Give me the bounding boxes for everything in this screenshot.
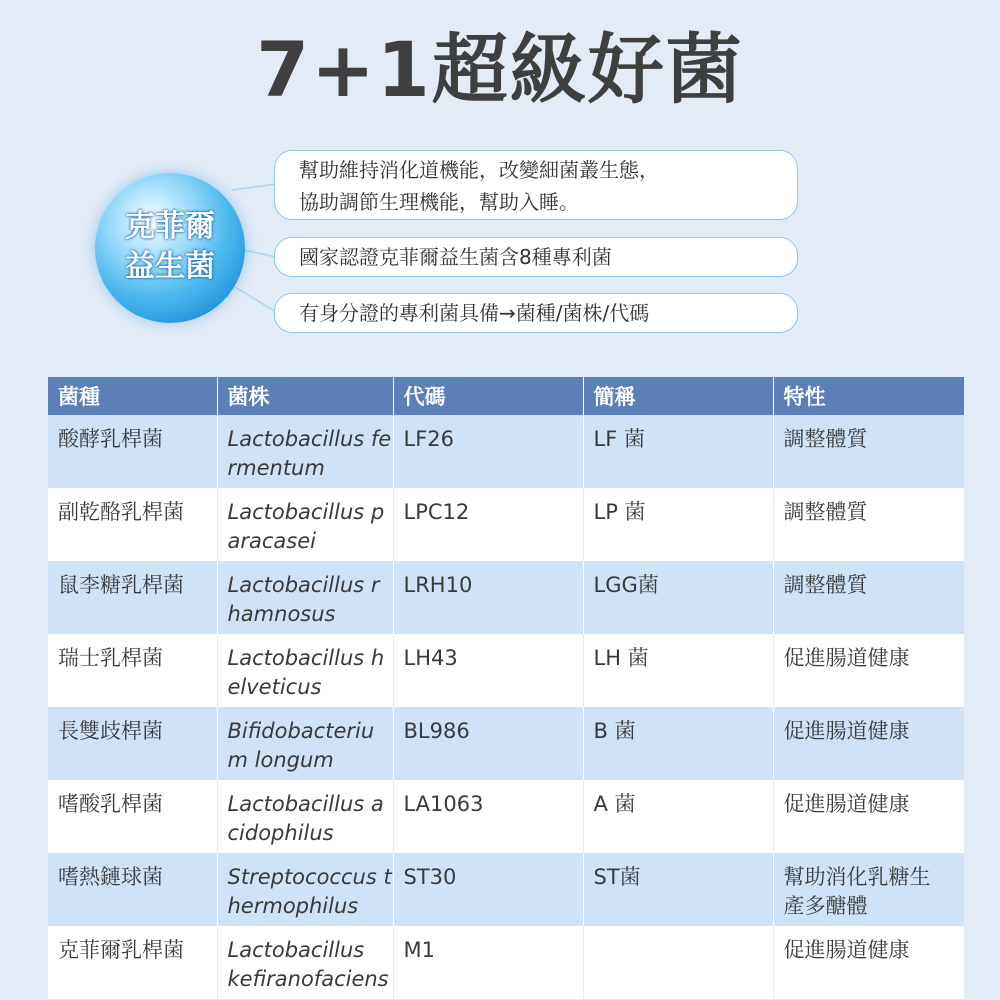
cell-species: 長雙歧桿菌 [48, 707, 217, 780]
cell-abbr: LGG菌 [583, 561, 773, 634]
kefir-probiotic-badge [95, 173, 245, 323]
cell-strain: Lactobacillus kefiranofaciens [217, 926, 393, 999]
cell-abbr: LF 菌 [583, 415, 773, 488]
table-row [48, 780, 964, 853]
header-code: 代碼 [393, 377, 583, 415]
cell-trait: 幫助消化乳糖生產多醣體 [773, 853, 964, 926]
header-strain: 菌株 [217, 377, 393, 415]
cell-strain: Lactobacillus fermentum [217, 415, 393, 488]
table-row [48, 415, 964, 488]
header-species: 菌種 [48, 377, 217, 415]
cell-code: LH43 [393, 634, 583, 707]
cell-trait: 調整體質 [773, 415, 964, 488]
badge-line1: 克菲爾 [125, 209, 215, 244]
cell-species: 副乾酪乳桿菌 [48, 488, 217, 561]
cell-abbr: LP 菌 [583, 488, 773, 561]
cell-code: LRH10 [393, 561, 583, 634]
cell-strain: Lactobacillus acidophilus [217, 780, 393, 853]
cell-code: LA1063 [393, 780, 583, 853]
header-trait: 特性 [773, 377, 964, 415]
probiotic-table [48, 377, 965, 999]
table-row [48, 926, 964, 999]
cell-species: 鼠李糖乳桿菌 [48, 561, 217, 634]
feature-1-line1: 幫助維持消化道機能，改變細菌叢生態， [299, 158, 659, 182]
cell-trait: 調整體質 [773, 561, 964, 634]
cell-strain: Lactobacillus rhamnosus [217, 561, 393, 634]
cell-strain: Bifidobacterium longum [217, 707, 393, 780]
cell-abbr: ST菌 [583, 853, 773, 926]
feature-2-text: 國家認證克菲爾益生菌含8種專利菌 [299, 245, 612, 269]
cell-species: 嗜酸乳桿菌 [48, 780, 217, 853]
page-title: 7+1超級好菌 [256, 25, 744, 114]
cell-species: 酸酵乳桿菌 [48, 415, 217, 488]
cell-trait: 促進腸道健康 [773, 926, 964, 999]
cell-code: M1 [393, 926, 583, 999]
cell-species: 克菲爾乳桿菌 [48, 926, 217, 999]
cell-strain: Lactobacillus paracasei [217, 488, 393, 561]
cell-code: ST30 [393, 853, 583, 926]
cell-strain: Lactobacillus helveticus [217, 634, 393, 707]
table-row [48, 707, 964, 780]
cell-strain: Streptococcus thermophilus [217, 853, 393, 926]
cell-code: LF26 [393, 415, 583, 488]
cell-code: BL986 [393, 707, 583, 780]
cell-abbr: A 菌 [583, 780, 773, 853]
feature-1-line2: 協助調節生理機能，幫助入睡。 [299, 190, 579, 214]
cell-code: LPC12 [393, 488, 583, 561]
feature-3-text: 有身分證的專利菌具備→菌種/菌株/代碼 [299, 301, 650, 325]
table-row [48, 853, 964, 926]
cell-trait: 調整體質 [773, 488, 964, 561]
table-row [48, 488, 964, 561]
cell-species: 嗜熱鏈球菌 [48, 853, 217, 926]
cell-abbr [583, 926, 773, 999]
cell-trait: 促進腸道健康 [773, 780, 964, 853]
feature-pill-3 [274, 293, 798, 333]
cell-abbr: LH 菌 [583, 634, 773, 707]
cell-trait: 促進腸道健康 [773, 707, 964, 780]
feature-pill-1 [274, 150, 798, 220]
cell-trait: 促進腸道健康 [773, 634, 964, 707]
table-row [48, 561, 964, 634]
badge-line2: 益生菌 [125, 249, 215, 284]
table-row [48, 634, 964, 707]
table-header-row [48, 377, 964, 415]
header-abbr: 簡稱 [583, 377, 773, 415]
cell-species: 瑞士乳桿菌 [48, 634, 217, 707]
feature-pill-2 [274, 237, 798, 277]
cell-abbr: B 菌 [583, 707, 773, 780]
